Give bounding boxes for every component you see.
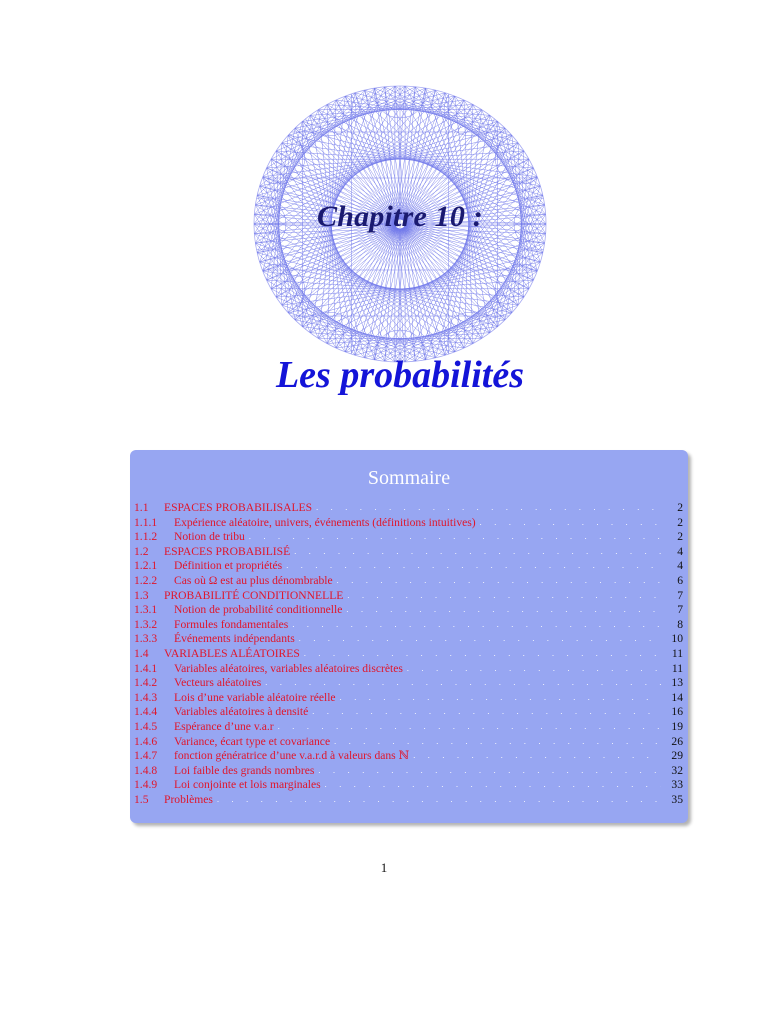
toc-entry-page: 19 [671,719,683,733]
toc-entry-number: 1.2.2 [134,573,158,587]
toc-dot-leader [249,530,661,545]
toc-entry-number: 1.4.6 [134,734,158,748]
table-of-contents [130,450,688,823]
toc-entry-page: 2 [677,501,683,514]
toc-entry-number: 1.3.1 [134,603,158,617]
toc-dot-leader [294,545,661,560]
toc-entry-number: 1.1 [134,501,149,514]
toc-dot-leader [340,691,661,706]
toc-entry-title[interactable]: Variables aléatoires à densité [174,705,309,719]
toc-entry-title[interactable]: Variables aléatoires, variables aléatoires discrètes [174,661,403,675]
toc-entry[interactable] [134,589,683,604]
toc-entry-page: 7 [677,603,683,617]
toc-entry-title[interactable]: PROBABILITÉ CONDITIONNELLE [164,588,344,602]
toc-entry[interactable] [134,559,683,574]
toc-entry-title[interactable]: Notion de probabilité conditionnelle [174,603,343,617]
toc-entry-number: 1.4.3 [134,690,158,704]
toc-entry-number: 1.4.5 [134,719,158,733]
toc-dot-leader [286,559,661,574]
toc-dot-leader [292,618,661,633]
toc-entry[interactable] [134,793,683,808]
toc-entry[interactable] [134,705,683,720]
toc-entry-page: 29 [671,749,683,763]
toc-entry-page: 7 [677,588,683,602]
toc-entry-page: 35 [671,792,683,806]
toc-entry-page: 13 [671,676,683,690]
toc-entry-title[interactable]: Événements indépendants [174,632,295,646]
toc-dot-leader [337,574,661,589]
toc-entry-title[interactable]: Expérience aléatoire, univers, événements (définitions intuitives) [174,515,476,529]
toc-entry[interactable] [134,545,683,560]
toc-entry-page: 16 [671,705,683,719]
page-number: 1 [380,860,388,875]
toc-entry-title[interactable]: Lois d’une variable aléatoire réelle [174,690,336,704]
toc-entry-title[interactable]: VARIABLES ALÉATOIRES [164,646,300,660]
toc-entry-title[interactable]: Espérance d’une v.a.r [174,719,274,733]
toc-entry-page: 14 [671,690,683,704]
toc-entry-title[interactable]: Notion de tribu [174,530,245,544]
toc-entry-title[interactable]: Variance, écart type et covariance [174,734,331,748]
toc-entry-title[interactable]: Loi faible des grands nombres [174,763,315,777]
toc-entry-number: 1.3.2 [134,617,158,631]
toc-entry-title[interactable]: ESPACES PROBABILISALES [164,501,313,514]
toc-dot-leader [299,632,661,647]
toc-entry-page: 4 [677,559,683,573]
toc-dot-leader [334,735,661,750]
toc-dot-leader [480,516,661,531]
toc-entry[interactable] [134,603,683,618]
toc-entry-title[interactable]: Problèmes [164,792,213,806]
toc-entry-page: 6 [677,573,683,587]
toc-entry-number: 1.1.2 [134,530,158,544]
toc-entry-page: 4 [677,544,683,558]
toc-entry-number: 1.5 [134,792,149,806]
toc-entry-number: 1.4.8 [134,763,158,777]
toc-entry-title[interactable]: Définition et propriétés [174,559,283,573]
toc-entry-page: 8 [677,617,683,631]
toc-entry-number: 1.4 [134,646,149,660]
toc-entry-number: 1.3.3 [134,632,158,646]
toc-entry[interactable] [134,530,683,545]
toc-entry-title[interactable]: Vecteurs aléatoires [174,676,262,690]
toc-dot-leader [278,720,661,735]
chapter-label: Chapitre 10 : [317,200,483,233]
toc-dot-leader [346,603,661,618]
toc-entry-title[interactable]: fonction génératrice d’une v.a.r.d à valeurs dans ℕ [174,749,410,763]
toc-entry[interactable] [134,574,683,589]
toc-entry-page: 10 [671,632,683,646]
toc-dot-leader [318,764,661,779]
toc-entry[interactable] [134,676,683,691]
toc-entry[interactable] [134,516,683,531]
toc-list [134,501,683,807]
toc-dot-leader [265,676,661,691]
toc-heading: Sommaire [367,467,451,489]
toc-entry-page: 2 [677,530,683,544]
toc-entry[interactable] [134,778,683,793]
toc-dot-leader [413,749,661,764]
toc-entry-title[interactable]: Loi conjointe et lois marginales [174,778,321,792]
toc-entry-number: 1.2.1 [134,559,158,573]
toc-dot-leader [217,793,661,808]
toc-entry-number: 1.1.1 [134,515,158,529]
toc-dot-leader [407,662,661,677]
toc-entry-number: 1.4.9 [134,778,158,792]
toc-dot-leader [325,778,661,793]
toc-dot-leader [304,647,661,662]
toc-entry-number: 1.4.2 [134,676,158,690]
toc-entry-page: 11 [671,661,683,675]
toc-entry-page: 33 [671,778,683,792]
toc-entry[interactable] [134,662,683,677]
toc-entry-page: 26 [671,734,683,748]
toc-entry[interactable] [134,691,683,706]
toc-entry-number: 1.4.7 [134,749,158,763]
toc-entry-number: 1.2 [134,544,149,558]
toc-entry-page: 32 [671,763,683,777]
toc-entry[interactable] [134,501,683,516]
toc-entry[interactable] [134,618,683,633]
toc-entry-page: 2 [677,515,683,529]
toc-entry[interactable] [134,749,683,764]
toc-entry[interactable] [134,647,683,662]
toc-entry[interactable] [134,720,683,735]
toc-entry-number: 1.4.1 [134,661,158,675]
toc-entry-title[interactable]: ESPACES PROBABILISÉ [164,544,291,558]
toc-entry-title[interactable]: Formules fondamentales [174,617,289,631]
toc-entry[interactable] [134,632,683,647]
toc-entry-number: 1.3 [134,588,149,602]
toc-entry-number: 1.4.4 [134,705,158,719]
toc-entry[interactable] [134,735,683,750]
toc-entry-title[interactable]: Cas où Ω est au plus dénombrable [174,573,333,587]
toc-entry-page: 11 [671,646,683,660]
chapter-title: Les probabilités [275,354,525,396]
toc-dot-leader [347,589,661,604]
toc-entry[interactable] [134,764,683,779]
toc-dot-leader [312,705,661,720]
toc-dot-leader [316,501,661,516]
